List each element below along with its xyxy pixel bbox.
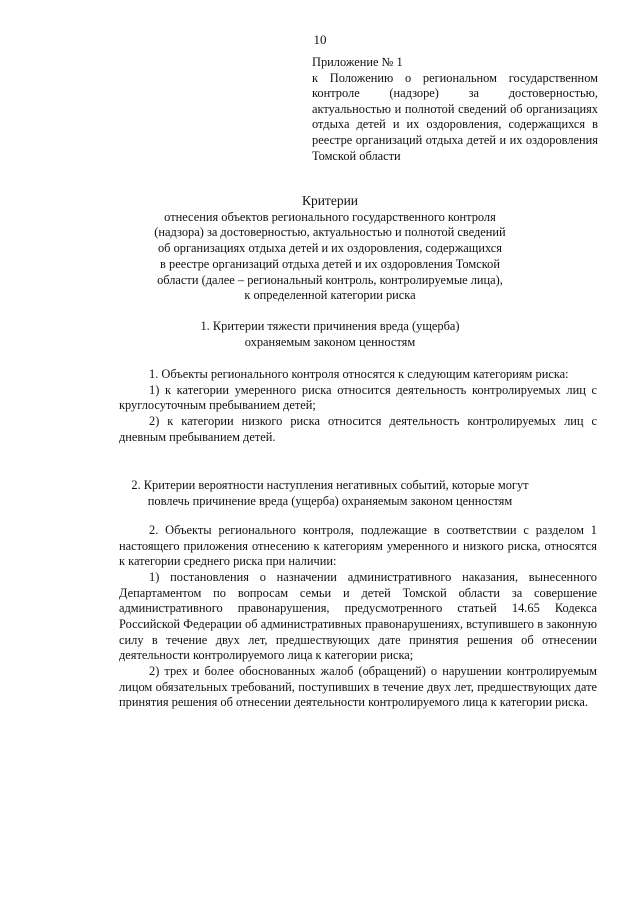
title-line: в реестре организаций отдыха детей и их оздоровления Томской bbox=[160, 256, 500, 271]
paragraph: 2) к категории низкого риска относится деятельность контролируемых лиц с дневным пребыванием детей. bbox=[119, 413, 597, 444]
paragraph: 2) трех и более обоснованных жалоб (обращений) о нарушении контролируемым лицом обязательных требований, поступивших в течение двух лет, предшествующих дате принятия решения об отнесении деятельности контролируемого лица к категории риска. bbox=[119, 663, 597, 710]
heading-line: повлечь причинение вреда (ущерба) охраняемым законом ценностям bbox=[147, 493, 513, 508]
title-line: к определенной категории риска bbox=[244, 288, 416, 303]
heading-line: охраняемым законом ценностям bbox=[244, 334, 416, 349]
appendix-body: к Положению о региональном государственном контроле (надзоре) за достоверностью, актуальностью и полнотой сведений об организациях отдыха детей и их оздоровления, содержащихся в реестре организаций отдыха детей и их оздоровления Томской области bbox=[312, 70, 598, 163]
title-main: Критерии bbox=[301, 193, 359, 208]
document-title bbox=[100, 193, 560, 304]
title-line: области (далее – региональный контроль, контролируемые лица), bbox=[157, 272, 503, 287]
title-line: отнесения объектов регионального государственного контроля bbox=[164, 209, 496, 224]
paragraph: 2. Объекты регионального контроля, подлежащие в соответствии с разделом 1 настоящего приложения отнесению к категориям умеренного и низкого риска, относятся к категории среднего риска при наличии: bbox=[119, 523, 597, 569]
heading-line: 2. Критерии вероятности наступления негативных событий, которые могут bbox=[131, 478, 529, 492]
title-line: об организациях отдыха детей и их оздоровления, содержащихся bbox=[157, 241, 502, 256]
page-number: 10 bbox=[313, 32, 327, 47]
paragraph: 1) к категории умеренного риска относится деятельность контролируемых лиц с круглосуточным пребыванием детей; bbox=[119, 382, 597, 413]
appendix-title: Приложение № 1 bbox=[312, 55, 403, 69]
section-2-heading bbox=[80, 478, 580, 509]
paragraph: 1) постановления о назначении административного наказания, вынесенного Департаментом по вопросам семьи и детей Томской области за совершение административного правонарушения, предусмотренного статьей 14.65 Кодекса Российской Федерации об административных правонарушениях, вступившего в законную силу в течение двух лет, предшествующих дате принятия решения об отнесении деятельности контролируемого лица к категории риска; bbox=[119, 569, 597, 663]
heading-line: 1. Критерии тяжести причинения вреда (ущерба) bbox=[200, 319, 460, 333]
title-line: (надзора) за достоверностью, актуальностью и полнотой сведений bbox=[154, 225, 506, 240]
paragraph: 1. Объекты регионального контроля относятся к следующим категориям риска: bbox=[149, 367, 569, 381]
section-1-body bbox=[119, 367, 597, 445]
appendix-block bbox=[312, 55, 598, 164]
section-1-heading bbox=[80, 319, 580, 350]
section-2-body bbox=[119, 523, 597, 711]
